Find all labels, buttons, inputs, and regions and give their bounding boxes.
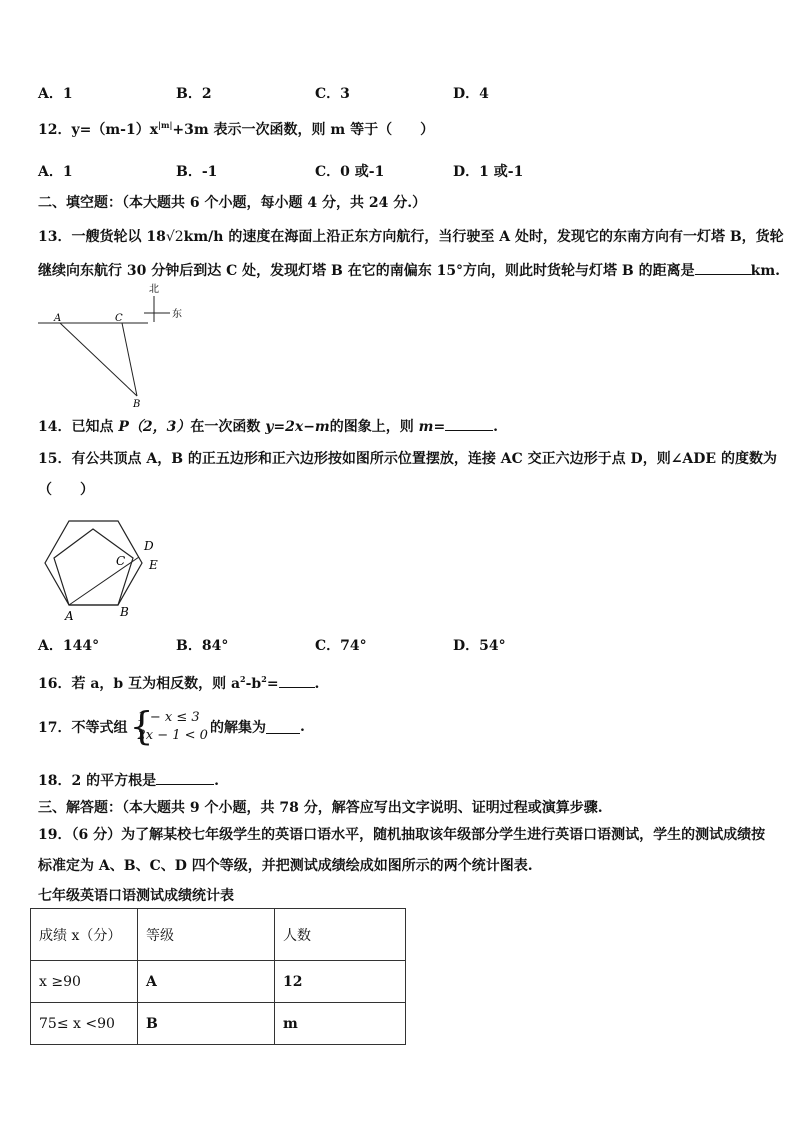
q12-prefix: 12．y=（m-1）x — [38, 122, 159, 138]
question-13-line-2 — [38, 260, 780, 280]
regular-hexagon — [45, 521, 142, 605]
q17-answer-blank[interactable] — [266, 721, 300, 734]
question-19-line-1: 19．（6 分）为了解某校七年级学生的英语口语水平，随机抽取该年级部分学生进行英语口语测试，学生的测试成绩按 — [38, 827, 766, 843]
q11-option-b: B．2 — [176, 86, 212, 102]
q17-inequality-2: 2x − 1 < 0 — [137, 728, 208, 743]
q12-suffix: +3m 表示一次函数，则 m 等于（ ） — [172, 122, 435, 138]
question-19-line-2: 标准定为 A、B、C、D 四个等级，并把测试成绩绘成如图所示的两个统计图表. — [38, 858, 533, 874]
q17-text-b: 的解集为 — [209, 720, 266, 736]
q17-inequality-1: 1 − x ≤ 3 — [137, 710, 200, 725]
section-3-heading: 三、解答题：（本大题共 9 个小题，共 78 分，解答应写出文字说明、证明过程或演算步骤. — [38, 800, 603, 816]
q13-figure — [34, 280, 194, 410]
table-cell: m — [275, 1003, 406, 1045]
line-ad — [69, 557, 139, 605]
q16-text-c: = — [266, 676, 279, 692]
question-16 — [38, 673, 319, 693]
q11-option-d: D．4 — [453, 86, 489, 102]
q18-answer-blank[interactable] — [156, 772, 214, 785]
question-17 — [38, 704, 305, 748]
q11-option-c: C．3 — [315, 86, 350, 102]
q17-end: . — [299, 719, 305, 735]
q13-answer-blank[interactable] — [695, 262, 751, 275]
score-table — [30, 908, 406, 1045]
table-cell: 75≤ x <90 — [31, 1003, 138, 1045]
table-row — [31, 961, 406, 1003]
q18-end: . — [214, 773, 219, 789]
question-15-line-1: 15．有公共顶点 A，B 的正五边形和正六边形按如图所示位置摆放，连接 AC 交正六边形于点 D，则∠ADE 的度数为 — [38, 451, 777, 467]
q17-text-a: 17．不等式组 — [38, 720, 128, 736]
q15-option-b: B．84° — [176, 638, 229, 654]
q15-option-a: A．144° — [38, 638, 100, 654]
point-a-label: A — [65, 609, 74, 623]
header-count: 人数 — [275, 909, 406, 961]
q13-text-b: km/h 的速度在海面上沿正东方向航行，当行驶至 A 处时，发现它的东南方向有一灯塔 B，货轮 — [183, 229, 784, 245]
table-title: 七年级英语口语测试成绩统计表 — [38, 888, 234, 904]
q12-option-a: A．1 — [38, 164, 73, 180]
q15-option-c: C．74° — [315, 638, 367, 654]
q14-text-b: 在一次函数 — [190, 419, 266, 435]
brace-symbol: { — [129, 704, 154, 748]
east-label: 东 — [172, 309, 182, 320]
q13-line-ab — [60, 323, 137, 396]
q18-text: 18．2 的平方根是 — [38, 773, 157, 789]
q13-radical: √2 — [165, 229, 184, 245]
question-18 — [38, 770, 219, 790]
table-cell: A — [138, 961, 275, 1003]
q14-m: m= — [418, 419, 446, 435]
table-cell: x ≥90 — [31, 961, 138, 1003]
q13-line-cb — [122, 323, 137, 396]
table-header-row — [31, 909, 406, 961]
table-cell: 12 — [275, 961, 406, 1003]
point-c-label: C — [115, 313, 123, 324]
q16-text-b: -b — [245, 676, 262, 692]
q14-text-a: 14．已知点 — [38, 419, 119, 435]
q16-end: . — [314, 676, 320, 692]
point-b-label: B — [120, 605, 129, 619]
q11-option-a: A．1 — [38, 86, 73, 102]
q12-option-d: D．1 或-1 — [453, 164, 524, 180]
point-c-label: C — [116, 554, 126, 568]
header-score: 成绩 x（分） — [31, 909, 138, 961]
q13-text-c: 继续向东航行 30 分钟后到达 C 处，发现灯塔 B 在它的南偏东 15°方向，则此时货轮与灯塔 B 的距离是 — [38, 263, 695, 279]
q16-text-a: 16．若 a，b 互为相反数，则 a — [38, 676, 241, 692]
question-13-line-1 — [38, 226, 784, 246]
q15-option-d: D．54° — [453, 638, 506, 654]
header-grade: 等级 — [138, 909, 275, 961]
north-label: 北 — [149, 284, 159, 295]
question-14 — [38, 416, 498, 436]
q13-unit: km. — [750, 263, 781, 279]
table-row — [31, 1003, 406, 1045]
q15-figure — [40, 512, 170, 627]
q14-text-c: 的图象上，则 — [329, 419, 419, 435]
q12-option-b: B．-1 — [176, 164, 218, 180]
q17-inequality-system — [129, 704, 208, 748]
q14-end: . — [493, 419, 499, 435]
point-d-label: D — [144, 539, 154, 553]
section-2-heading: 二、填空题：（本大题共 6 个小题，每小题 4 分，共 24 分.） — [38, 195, 427, 211]
point-e-label: E — [149, 558, 158, 572]
question-12 — [38, 119, 434, 139]
question-15-line-2: （ ） — [38, 482, 94, 498]
q14-function: y=2x−m — [265, 419, 330, 435]
q16-answer-blank[interactable] — [279, 675, 315, 688]
point-b-label: B — [133, 399, 141, 410]
q14-point: P（2，3） — [118, 419, 191, 435]
table-cell: B — [138, 1003, 275, 1045]
q12-exponent: |m| — [158, 120, 173, 130]
q13-text-a: 13．一艘货轮以 18 — [38, 229, 166, 245]
q16-sup-1: 2 — [240, 674, 246, 684]
q16-sup-2: 2 — [261, 674, 267, 684]
q14-answer-blank[interactable] — [445, 418, 493, 431]
point-a-label: A — [54, 313, 62, 324]
q12-option-c: C．0 或-1 — [315, 164, 385, 180]
